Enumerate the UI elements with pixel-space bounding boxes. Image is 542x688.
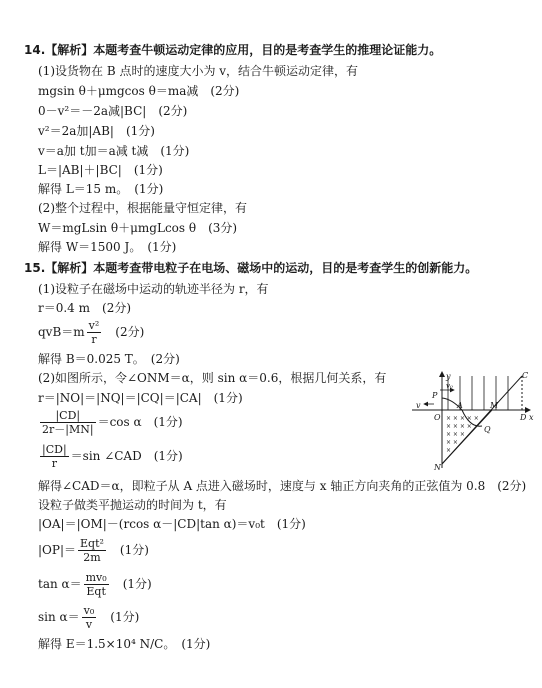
physics-diagram [410, 370, 535, 475]
fraction: $\frac{\text{mv₀}}{\text{Eqt}}$ [85, 571, 107, 598]
q15-line-4: 解得 B＝0.025 T。 (2分) [38, 352, 180, 366]
svg-text:×: × [446, 447, 452, 454]
label-p: P [432, 391, 438, 400]
fraction: $\frac{\text{v₀}}{v}$ [83, 604, 95, 631]
svg-text:× × × ×: × × × × [446, 423, 472, 430]
label-x: x [529, 413, 534, 422]
fraction: $\frac{|CD|}{r}$ [42, 443, 67, 470]
q15-line-1: (1)设粒子在磁场中运动的轨迹半径为 r，有 [38, 282, 269, 296]
q15-line-10: 设粒子做类平抛运动的时间为 t，有 [38, 498, 227, 512]
q15-line-9: 解得∠CAD＝α，即粒子从 A 点进入磁场时，速度与 x 轴正方向夹角的正弦值为 0.8 (2分) [38, 479, 527, 493]
label-v0: v₀ [446, 382, 453, 390]
svg-text:× × ×: × × × [446, 431, 465, 438]
q15-line-15: 解得 E＝1.5×10⁴ N/C。 (1分) [38, 637, 211, 651]
q14-line-4: v²＝2a加|AB| (1分) [38, 124, 155, 138]
fraction: $\frac{\text{v²}}{r}$ [88, 319, 100, 346]
q15-line-5: (2)如图所示，令∠ONM＝α，则 sin α＝0.6，根据几何关系，有 [38, 371, 387, 385]
q15-line-11: |OA|＝|OM|－(rcos α－|CD|tan α)＝v₀t (1分) [38, 517, 306, 531]
q15-line-13: tan α＝ $\frac{\text{mv₀}}{\text{Eqt}}$ (1分) [38, 571, 152, 598]
label-v: v [416, 401, 421, 410]
label-o: O [434, 413, 441, 422]
q14-title: 14.【解析】本题考查牛顿运动定律的应用，目的是考查学生的推理论证能力。 [24, 43, 442, 57]
fraction: $\frac{|CD|}{2r-|MN|}$ [42, 409, 94, 436]
svg-text:× ×: × × [446, 439, 458, 446]
q14-line-2: mgsin θ＋μmgcos θ＝ma减 (2分) [38, 84, 240, 98]
label-n: N [434, 463, 441, 472]
label-d: D [520, 413, 527, 422]
q15-line-7: $\frac{|CD|}{2r-|MN|}$ ＝cos α (1分) [42, 409, 183, 436]
q14-line-8: (2)整个过程中，根据能量守恒定律，有 [38, 201, 247, 215]
q15-line-14: sin α＝ $\frac{\text{v₀}}{v}$ (1分) [38, 604, 140, 631]
svg-text:× × × × ×: × × × × × [446, 415, 479, 422]
q15-line-8: $\frac{|CD|}{r}$ ＝sin ∠CAD (1分) [42, 443, 183, 470]
label-a: A [457, 401, 463, 410]
q14-line-10: 解得 W＝1500 J。 (1分) [38, 240, 177, 254]
label-y: y [446, 372, 451, 381]
q15-title: 15.【解析】本题考查带电粒子在电场、磁场中的运动，目的是考查学生的创新能力。 [24, 261, 478, 275]
label-m: M [490, 401, 499, 410]
fraction: $\frac{\text{Eqt²}}{2m}$ [80, 537, 104, 564]
q14-line-7: 解得 L＝15 m。 (1分) [38, 182, 164, 196]
label-q: Q [484, 425, 491, 434]
q15-line-3: qvB＝m $\frac{\text{v²}}{r}$ (2分) [38, 319, 145, 346]
cross-marks [446, 415, 479, 454]
q15-line-6: r＝|NO|＝|NQ|＝|CQ|＝|CA| (1分) [38, 391, 243, 405]
q14-line-1: (1)设货物在 B 点时的速度大小为 v，结合牛顿运动定律，有 [38, 64, 359, 78]
q14-line-9: W＝mgLsin θ＋μmgLcos θ (3分) [38, 221, 238, 235]
q15-line-12: |OP|＝ $\frac{\text{Eqt²}}{2m}$ (1分) [38, 537, 149, 564]
label-c: C [522, 371, 529, 380]
q14-line-6: L＝|AB|＋|BC| (1分) [38, 163, 163, 177]
q15-line-2: r＝0.4 m (2分) [38, 301, 132, 315]
q14-line-3: 0－v²＝－2a减|BC| (2分) [38, 104, 188, 118]
q14-line-5: v＝a加 t加＝a减 t减 (1分) [38, 144, 190, 158]
